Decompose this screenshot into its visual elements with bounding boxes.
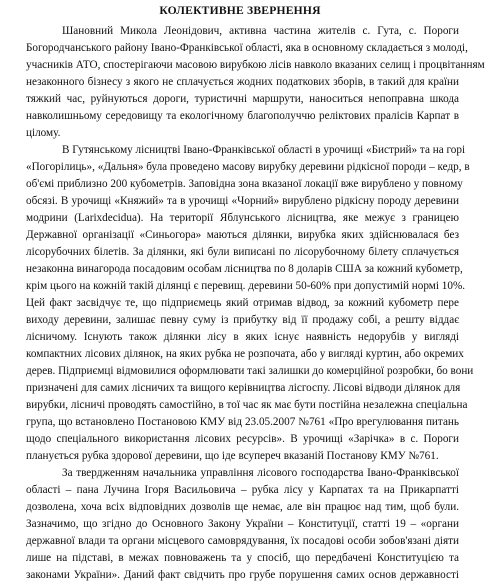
document-line: призначені для самих лісничих та вищого керівництва лісгоспу. Лісові відводи ділянок для <box>26 382 461 394</box>
document-line: державної влади та органи місцевого самоврядування, їх посадові особи зобов'язані діяти <box>26 535 459 547</box>
document-line: дозволена, хоча всіх відповідних дозволів ще немає, але він працює над тим, щоб були. <box>26 501 459 513</box>
document-line: лише на підставі, в межах повноважень та у спосіб, що передбачені Конституцією та <box>26 552 459 564</box>
document-line: «Погорілиць», «Дальня» була проведено масову вирубку деревини рідкісної породи – кедр, в <box>26 161 470 173</box>
document-line: обсязі. В урочищі «Княжий» та в урочищі «Чорний» вирублено рідкісну породу деревини <box>26 195 459 207</box>
document-line: компактних лісових ділянок, на яких рубка не розпочата, або у вигляді куртин, або окремих <box>26 348 464 360</box>
document-line: модрини (Larixdecidua). На території Яблунського лісництва, яке межує з границею <box>26 212 459 224</box>
document-line: група, що встановлено Постановою КМУ від 23.05.2007 №761 «Про врегулювання питань <box>26 416 459 428</box>
document-line: Шановний Микола Леонідович, активна частина жителів с. Гута, с. Пороги <box>62 25 459 37</box>
document-line: Цей факт засвідчує те, що підприємець який отримав відвод, за кожний кубометр пере <box>26 297 459 309</box>
document-line: об'ємі приблизно 200 кубометрів. Заповідна зона вказаної локації вже вирублено у повному <box>26 178 463 190</box>
document-line: Державної організації «Синьогора» маються ділянки, вирубка яких здійснювалася без <box>26 229 459 241</box>
document-line: щодо спеціального використання лісових ресурсів». В урочищі «Зарічка» в с. Пороги <box>26 433 459 445</box>
document-line: незаконна винагорода посадовим особам лісництва по 8 доларів США за кожний кубометр, <box>26 263 463 275</box>
document-line: незаконного бізнесу з якого не сплачується жодних податкових зборів, в такий для країни <box>26 76 459 88</box>
document-line: виходу деревини, залишає певну суму із прибутку від її продажу собі, а решту віддає <box>26 314 459 326</box>
document-line: законами України». Даний факт свідчить про грубе порушення самих основ державності <box>26 569 459 581</box>
document-line: дерев. Підприємці відмовилися оформлювати такі залишки до комерційної розробки, бо вони <box>26 365 474 377</box>
document-line: За твердженням начальника управління лісового господарства Івано-Франківської <box>62 467 459 479</box>
document-line: тяжкий час, руйнуються дороги, туристичні маршрути, наноситься непоправна шкода <box>26 93 459 105</box>
document-line: крім цього на кожній такій ділянці є перевищ. деревини 50-60% при допустимій нормі 10%. <box>26 280 466 292</box>
document-line: вирубки, лісничі проводять самостійно, в тої час як має бути постійна незалежна спеціальна <box>26 399 468 411</box>
document-line: області – пана Лучина Ігоря Васильовича – рубка лісу у Карпатах та на Прикарпатті <box>26 484 459 496</box>
document-line: учасників АТО, спостерігаючи масовою вирубкою лісів навколо вказаних селищ і процвітанням <box>26 59 485 71</box>
document-line: навколишньому середовищу та екологічному благополуччю реліктових пралісів Карпат в <box>26 110 459 122</box>
document-line: Богородчанського району Івано-Франківської області, яка в основному складається з молоді, <box>26 42 468 54</box>
document-line: планується рубка здорової деревини, що іде всупереч вказаній Постанову КМУ №761. <box>26 450 439 462</box>
document-title: КОЛЕКТИВНЕ ЗВЕРНЕННЯ <box>159 4 321 17</box>
document-body <box>26 23 485 584</box>
document-line: Зазначимо, що згідно до Основного Закону України – Конституції, статті 19 – «органи <box>26 518 459 530</box>
document-line: лісничому. Існують також ділянки лісу в яких існує наявність недорубів у вигляді <box>26 331 459 343</box>
document-line: цілому. <box>26 127 61 139</box>
document-line: лісорубочних білетів. За ділянки, які були виписані по лісорубочному білету сплачується <box>26 246 459 258</box>
document-line: В Гутянському лісництві Івано-Франківської області в урочищі «Бистрий» та на горі <box>62 144 466 156</box>
